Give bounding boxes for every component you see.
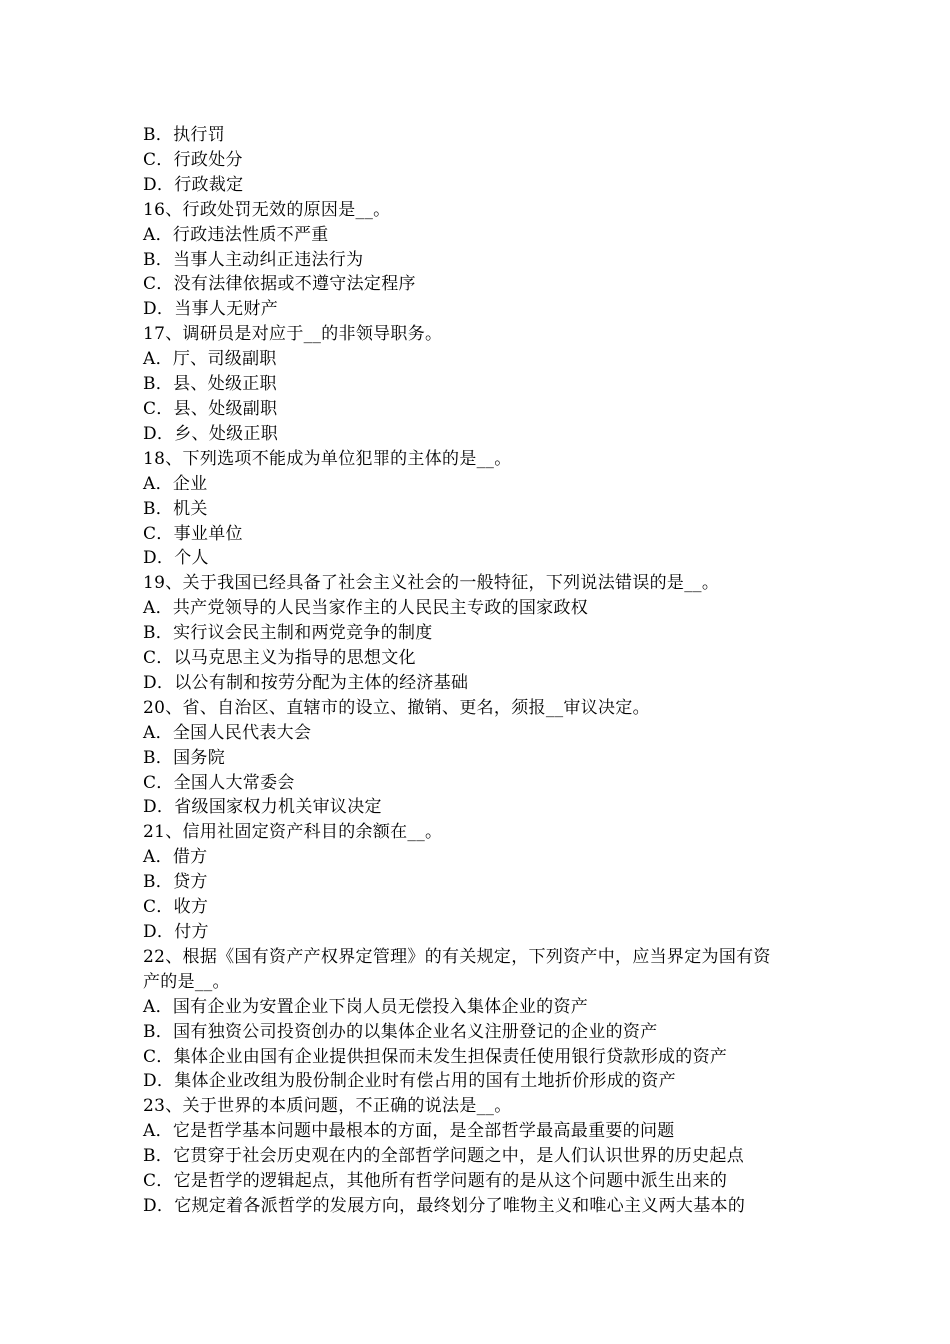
option-line: C．集体企业由国有企业提供担保而未发生担保责任使用银行贷款形成的资产 [143,1046,728,1067]
option-line: D．省级国家权力机关审议决定 [143,797,382,818]
option-line: A．厅、司级副职 [143,349,277,370]
question-line: 20、省、自治区、直辖市的设立、撤销、更名，须报__审议决定。 [143,697,650,718]
option-line: B．当事人主动纠正违法行为 [143,249,364,270]
option-line: D．以公有制和按劳分配为主体的经济基础 [143,672,469,693]
option-line: B．实行议会民主制和两党竞争的制度 [143,623,433,644]
question-line: 21、信用社固定资产科目的余额在__。 [143,822,443,843]
question-line: 19、关于我国已经具备了社会主义社会的一般特征，下列说法错误的是__。 [143,573,720,594]
option-line: A．共产党领导的人民当家作主的人民民主专政的国家政权 [143,598,589,619]
option-line: B．它贯穿于社会历史观在内的全部哲学问题之中，是人们认识世界的历史起点 [143,1146,744,1167]
option-line: C．它是哲学的逻辑起点，其他所有哲学问题有的是从这个问题中派生出来的 [143,1171,728,1192]
option-line: A．国有企业为安置企业下岗人员无偿投入集体企业的资产 [143,996,589,1017]
option-line: D．行政裁定 [143,174,244,195]
document-body [143,123,813,1219]
option-line: C．县、处级副职 [143,398,278,419]
option-line: D．乡、处级正职 [143,423,279,444]
option-line: C．事业单位 [143,523,243,544]
option-line: C．以马克思主义为指导的思想文化 [143,648,416,669]
question-line-continued: 产的是__。 [143,971,230,992]
option-line: A．它是哲学基本问题中最根本的方面，是全部哲学最高最重要的问题 [143,1121,675,1142]
option-line: B．执行罚 [143,125,225,145]
option-line: A．借方 [143,847,208,868]
question-line: 22、根据《国有资产产权界定管理》的有关规定，下列资产中，应当界定为国有资 [143,946,771,967]
question-line: 17、调研员是对应于__的非领导职务。 [143,324,443,345]
option-line: B．国务院 [143,747,225,768]
option-line: D．个人 [143,548,209,569]
option-line: C．收方 [143,897,209,918]
option-line: D．集体企业改组为股份制企业时有偿占用的国有土地折价形成的资产 [143,1071,676,1092]
option-line: D．当事人无财产 [143,299,279,320]
question-line: 18、下列选项不能成为单位犯罪的主体的是__。 [143,448,512,469]
option-line: C．全国人大常委会 [143,772,295,793]
question-line: 16、行政处罚无效的原因是__。 [143,199,391,220]
option-line: D．付方 [143,922,209,942]
option-line: A．行政违法性质不严重 [143,224,329,245]
option-line: A．企业 [143,473,208,494]
option-line: B．贷方 [143,872,208,893]
option-line: C．行政处分 [143,149,243,170]
option-line: D．它规定着各派哲学的发展方向，最终划分了唯物主义和唯心主义两大基本的 [143,1195,746,1216]
option-line: B．县、处级正职 [143,374,277,395]
question-line: 23、关于世界的本质问题，不正确的说法是__。 [143,1096,512,1117]
option-line: C．没有法律依据或不遵守法定程序 [143,274,416,295]
option-line: B．国有独资公司投资创办的以集体企业名义注册登记的企业的资产 [143,1021,658,1042]
option-line: B．机关 [143,498,208,519]
option-line: A．全国人民代表大会 [143,722,312,743]
